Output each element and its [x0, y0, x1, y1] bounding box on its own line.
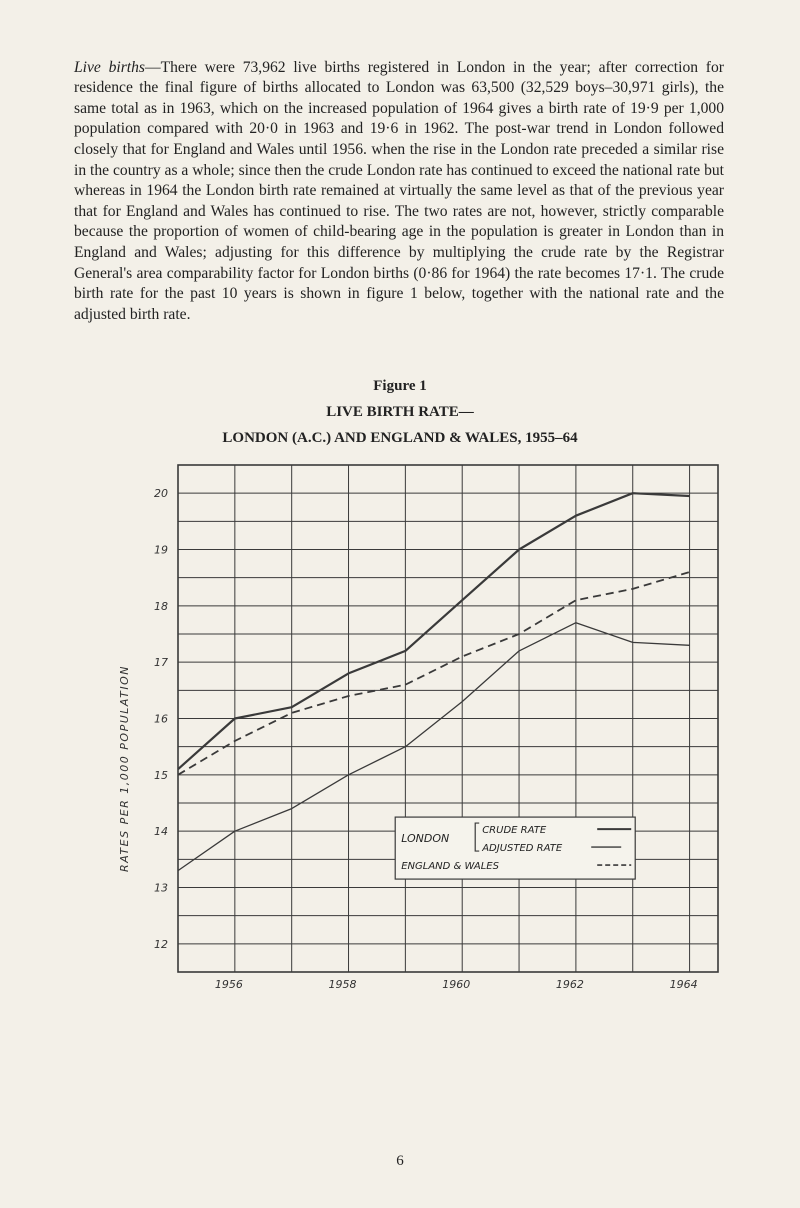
- series-line-0: [178, 493, 690, 769]
- y-axis-label: RATES PER 1,000 POPULATION: [118, 665, 131, 872]
- birth-rate-chart: [100, 455, 740, 1000]
- y-tick-label: 17: [154, 656, 168, 670]
- y-tick-label: 15: [154, 768, 168, 782]
- chart-grid: [178, 465, 718, 972]
- x-tick-label: 1964: [669, 978, 698, 991]
- intro-body: —There were 73,962 live births registered in London in the year; after correction for residence the final figure of births allocated to London was 63,500 (32,529 boys–30,971 girls), the same total as in 1963, which on the increased population of 1964 gives a birth rate of 19·9 per 1,000 population compared with 20·0 in 1963 and 19·6 in 1962. The post-war trend in London followed closely that for England and Wales until 1956. when the rise in the London rate preceded a similar rise in the country as a whole; since then the crude London rate has continued to exceed the national rate but whereas in 1964 the London birth rate remained at virtually the same level as that of the previous year that for England and Wales has continued to rise. The two rates are not, however, strictly comparable because the proportion of women of child-bearing age in the population is greater in London than in England and Wales; adjusting for this difference by multiplying the crude rate by the Registrar General's area comparability factor for London births (0·86 for 1964) the rate becomes 17·1. The crude birth rate for the past 10 years is shown in figure 1 below, together with the national rate and the adjusted birth rate.: [74, 58, 724, 323]
- intro-lead: Live births: [74, 58, 145, 76]
- x-tick-label: 1958: [328, 978, 357, 991]
- chart-legend: [395, 817, 635, 879]
- y-tick-label: 12: [154, 937, 168, 951]
- figure-title-line2: LONDON (A.C.) AND ENGLAND & WALES, 1955–64: [222, 430, 578, 446]
- x-tick-label: 1960: [442, 978, 471, 991]
- y-tick-label: 19: [154, 543, 168, 557]
- figure-title-line1: LIVE BIRTH RATE—: [326, 404, 474, 420]
- legend-london-label: LONDON: [401, 832, 450, 846]
- y-tick-label: 16: [154, 712, 168, 726]
- y-tick-label: 14: [154, 825, 168, 839]
- y-tick-label: 13: [154, 881, 168, 895]
- legend-national-label: ENGLAND & WALES: [401, 861, 499, 873]
- series-line-2: [178, 572, 690, 775]
- figure-number: Figure 1: [373, 378, 427, 394]
- legend-adjusted-label: ADJUSTED RATE: [482, 843, 563, 855]
- y-tick-label: 20: [154, 487, 168, 501]
- y-tick-label: 18: [154, 599, 168, 613]
- intro-paragraph: [74, 58, 724, 326]
- x-tick-label: 1956: [214, 978, 243, 991]
- x-tick-label: 1962: [555, 978, 584, 991]
- legend-crude-label: CRUDE RATE: [482, 825, 547, 837]
- page-number: 6: [396, 1153, 404, 1169]
